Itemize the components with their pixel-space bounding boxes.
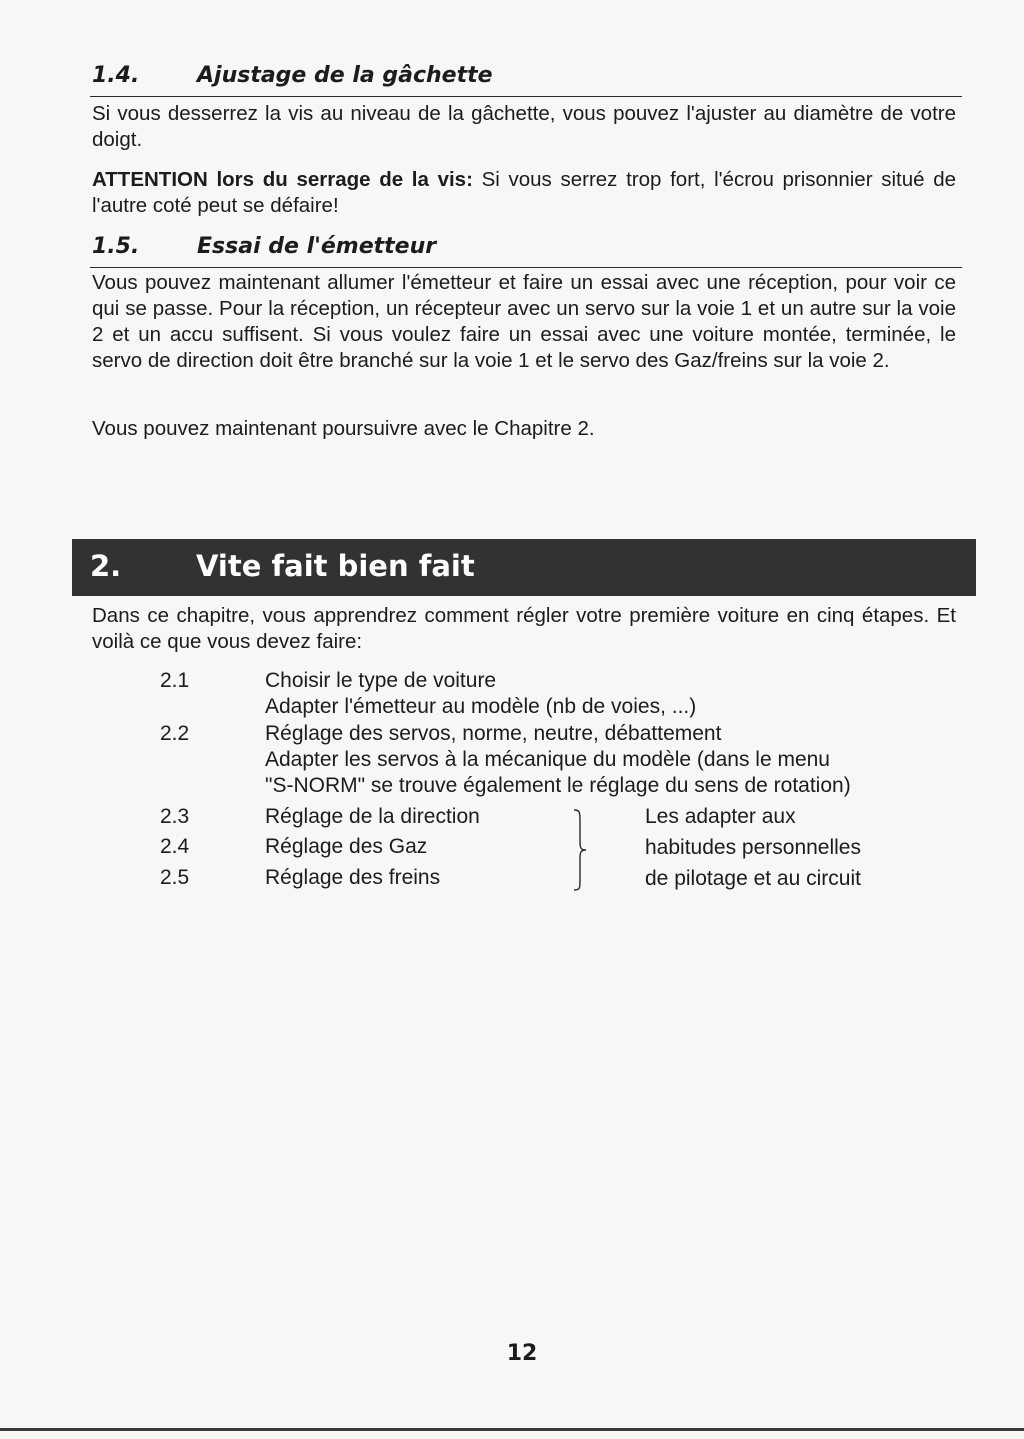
warning-text: Si vous serrez trop fort, l'écrou prisonnier situé de l'autre coté peut se défaire!: [92, 168, 956, 217]
section-heading-1-5: [90, 232, 962, 268]
step-text: "S-NORM" se trouve également le réglage du sens de rotation): [265, 774, 851, 797]
step-text: Réglage des freins: [265, 866, 441, 889]
step-text: Adapter l'émetteur au modèle (nb de voies, ...): [265, 695, 697, 718]
step-number: 2.4: [160, 835, 190, 858]
step-number: 2.2: [160, 722, 190, 745]
bottom-rule: [0, 1428, 1024, 1431]
section-number: 1.5.: [92, 234, 140, 259]
chapter-intro: Dans ce chapitre, vous apprendrez comment régler votre première voiture en cinq étapes. Et voilà ce que vous devez faire:: [92, 604, 956, 653]
section-title: Essai de l'émetteur: [197, 234, 437, 259]
curly-brace-icon: [568, 808, 590, 892]
paragraph-warning: [92, 167, 956, 219]
page-number: 12: [506, 1341, 538, 1366]
paragraph-continue: Vous pouvez maintenant poursuivre avec le Chapitre 2.: [92, 417, 595, 440]
step-text: Réglage des Gaz: [265, 835, 428, 858]
step-text: Réglage de la direction: [265, 805, 480, 828]
chapter-title: Vite fait bien fait: [196, 549, 475, 583]
side-note-line: de pilotage et au circuit: [645, 867, 861, 890]
warning-label: ATTENTION lors du serrage de la vis:: [92, 168, 473, 191]
section-heading-1-4: [90, 61, 962, 97]
side-note-line: Les adapter aux: [645, 805, 796, 828]
step-number: 2.5: [160, 866, 190, 889]
section-title: Ajustage de la gâchette: [197, 63, 493, 88]
paragraph-transmitter-test: Vous pouvez maintenant allumer l'émetteur et faire un essai avec une réception, pour voir ce qui se passe. Pour la réception, un récepteur avec un servo sur la voie 1 et un autre sur la voie 2 et un accu suffisent. Si vous voulez faire un essai avec une voiture montée, terminée, le servo de direction doit être branché sur la voie 1 et le servo des Gaz/freins sur la voie 2.: [92, 271, 956, 372]
paragraph-trigger-adjust: Si vous desserrez la vis au niveau de la gâchette, vous pouvez l'ajuster au diamètre de votre doigt.: [92, 102, 956, 151]
step-number: 2.1: [160, 669, 190, 692]
chapter-heading-bar: [72, 539, 976, 596]
section-number: 1.4.: [92, 63, 140, 88]
chapter-number: 2.: [90, 549, 122, 583]
step-text: Réglage des servos, norme, neutre, débattement: [265, 722, 722, 745]
step-number: 2.3: [160, 805, 190, 828]
step-text: Choisir le type de voiture: [265, 669, 497, 692]
side-note-line: habitudes personnelles: [645, 836, 861, 859]
step-text: Adapter les servos à la mécanique du modèle (dans le menu: [265, 748, 830, 771]
